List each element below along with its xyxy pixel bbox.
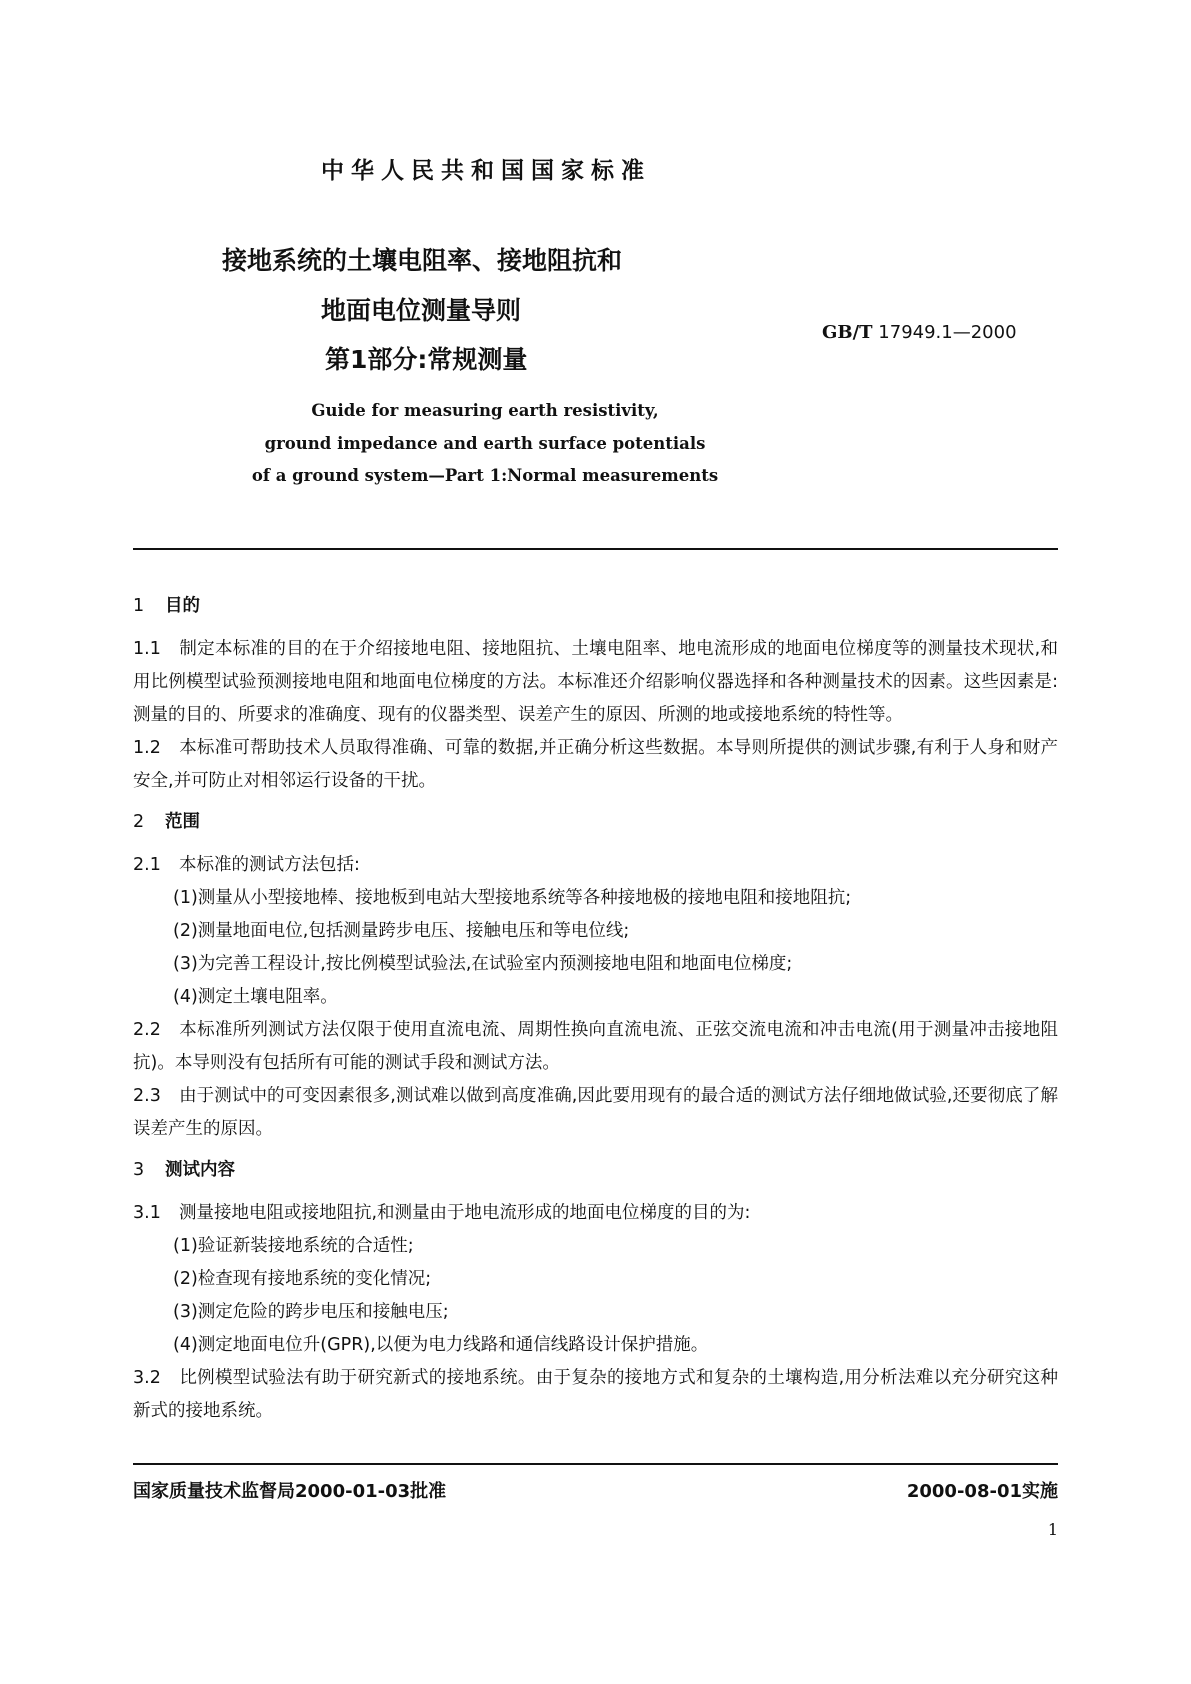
standard-code: 17949.1—2000	[878, 322, 1017, 343]
list-item: (4)测定地面电位升(GPR),以便为电力线路和通信线路设计保护措施。	[173, 1335, 709, 1355]
clause-text: 本标准所列测试方法仅限于使用直流电流、周期性换向直流电流、正弦交流电流和冲击电流(用于测量冲击接地阻抗)。本导则没有包括所有可能的测试手段和测试方法。	[133, 1020, 1058, 1073]
section-title: 测试内容	[165, 1160, 235, 1180]
title-cn-line1: 接地系统的土壤电阻率、接地阻抗和	[222, 246, 623, 275]
clause-text: 本标准可帮助技术人员取得准确、可靠的数据,并正确分析这些数据。本导则所提供的测试步骤,有利于人身和财产安全,并可防止对相邻运行设备的干扰。	[133, 738, 1058, 791]
section-title: 目的	[165, 596, 200, 616]
clause-number: 3.2	[133, 1368, 161, 1388]
section-heading	[133, 590, 1058, 623]
approval-date: 国家质量技术监督局2000-01-03批准	[133, 1481, 447, 1502]
clause-text: 制定本标准的目的在于介绍接地电阻、接地阻抗、土壤电阻率、地电流形成的地面电位梯度等的测量技术现状,和用比例模型试验预测接地电阻和地面电位梯度的方法。本标准还介绍影响仪器选择和各种测量技术的因素。这些因素是:测量的目的、所要求的准确度、现有的仪器类型、误差产生的原因、所测的地或接地系统的特性等。	[133, 639, 1058, 725]
clause-paragraph	[133, 633, 1058, 732]
section-number: 3	[133, 1160, 145, 1180]
title-en-line3: of a ground system—Part 1:Normal measurements	[251, 466, 719, 485]
standard-prefix: GB/T	[822, 322, 873, 343]
section-number: 1	[133, 596, 145, 616]
clause-number: 2.3	[133, 1086, 161, 1106]
clause-text: 测量接地电阻或接地阻抗,和测量由于地电流形成的地面电位梯度的目的为:	[179, 1203, 751, 1223]
list-item: (1)验证新装接地系统的合适性;	[173, 1236, 414, 1256]
footer-divider	[133, 1463, 1058, 1465]
list-item: (4)测定土壤电阻率。	[173, 987, 338, 1007]
title-en-line2: ground impedance and earth surface potentials	[264, 434, 706, 453]
document-body	[133, 590, 1058, 1428]
clause-text: 由于测试中的可变因素很多,测试难以做到高度准确,因此要用现有的最合适的测试方法仔细地做试验,还要彻底了解误差产生的原因。	[133, 1086, 1058, 1139]
clause-text: 本标准的测试方法包括:	[179, 855, 360, 875]
section-number: 2	[133, 812, 145, 832]
section-title: 范围	[165, 812, 200, 832]
clause-number: 3.1	[133, 1203, 161, 1223]
list-item: (3)测定危险的跨步电压和接触电压;	[173, 1302, 449, 1322]
page-number: 1	[1047, 1520, 1058, 1539]
section-heading	[133, 806, 1058, 839]
title-en-line1: Guide for measuring earth resistivity,	[311, 401, 659, 420]
clause-paragraph	[133, 1197, 1058, 1230]
standard-number	[822, 322, 1017, 343]
implementation-date: 2000-08-01实施	[906, 1481, 1058, 1502]
list-item: (1)测量从小型接地棒、接地板到电站大型接地系统等各种接地极的接地电阻和接地阻抗;	[173, 888, 852, 908]
clause-paragraph	[133, 849, 1058, 882]
clause-number: 2.2	[133, 1020, 161, 1040]
clause-number: 2.1	[133, 855, 161, 875]
clause-paragraph	[133, 1362, 1058, 1428]
header-divider	[133, 548, 1058, 550]
title-cn-line2: 地面电位测量导则	[321, 296, 522, 325]
list-item: (2)检查现有接地系统的变化情况;	[173, 1269, 432, 1289]
clause-paragraph	[133, 1080, 1058, 1146]
clause-text: 比例模型试验法有助于研究新式的接地系统。由于复杂的接地方式和复杂的土壤构造,用分析法难以充分研究这种新式的接地系统。	[133, 1368, 1058, 1421]
clause-number: 1.1	[133, 639, 161, 659]
list-item: (3)为完善工程设计,按比例模型试验法,在试验室内预测接地电阻和地面电位梯度;	[173, 954, 793, 974]
nation-standard-heading: 中华人民共和国国家标准	[321, 158, 651, 184]
title-cn-line3: 第1部分:常规测量	[325, 345, 528, 374]
clause-number: 1.2	[133, 738, 161, 758]
clause-paragraph	[133, 1014, 1058, 1080]
clause-paragraph	[133, 732, 1058, 798]
section-heading	[133, 1154, 1058, 1187]
list-item: (2)测量地面电位,包括测量跨步电压、接触电压和等电位线;	[173, 921, 630, 941]
